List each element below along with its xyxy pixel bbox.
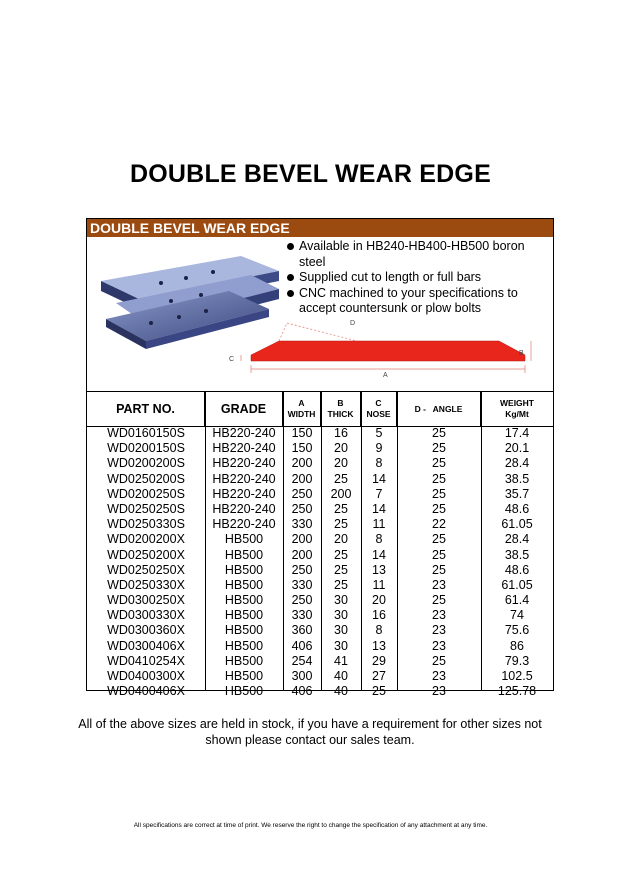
- header-width: A WIDTH: [283, 392, 321, 426]
- width-cell: 150: [291, 441, 313, 456]
- table-row: [87, 563, 553, 578]
- weight-cell: 61.4: [504, 593, 530, 608]
- table-row: [87, 472, 553, 487]
- nose-cell: 27: [372, 669, 386, 683]
- header-weight: WEIGHT Kg/Mt: [500, 398, 534, 419]
- width-cell: 360: [291, 623, 313, 638]
- nose-cell: 25: [372, 684, 386, 699]
- table-row: [87, 517, 553, 532]
- diagram-label-a: A: [383, 372, 388, 379]
- thick-cell: 25: [334, 471, 348, 486]
- part-no-cell: WD0200200X: [107, 532, 185, 547]
- table-row: [87, 639, 553, 654]
- grade-cell: HB500: [224, 669, 264, 683]
- weight-cell: 61.05: [501, 517, 533, 532]
- nose-cell: 11: [372, 577, 386, 592]
- section-banner: DOUBLE BEVEL WEAR EDGE: [87, 219, 553, 237]
- grade-cell: HB220-240: [212, 517, 276, 532]
- table-row: [87, 502, 553, 517]
- page-title: DOUBLE BEVEL WEAR EDGE: [130, 160, 491, 188]
- part-no-cell: WD0410254X: [107, 653, 185, 668]
- header-part-no: PART NO.: [87, 392, 205, 426]
- weight-cell: 74: [510, 608, 524, 623]
- width-cell: 330: [291, 577, 313, 592]
- table-row: [87, 623, 553, 638]
- diagram-label-d: D: [350, 320, 356, 327]
- nose-cell: 9: [375, 441, 383, 456]
- width-cell: 406: [291, 638, 313, 653]
- part-no-cell: WD0250250S: [107, 501, 185, 516]
- feature-item: Available in HB240-HB400-HB500 boron steel: [287, 239, 549, 270]
- nose-cell: 13: [372, 562, 386, 577]
- angle-cell: 23: [432, 577, 446, 592]
- thick-cell: 40: [334, 669, 348, 683]
- part-no-cell: WD0400300X: [107, 669, 185, 683]
- grade-cell: HB500: [224, 562, 264, 577]
- weight-cell: 35.7: [504, 486, 530, 501]
- weight-cell: 75.6: [504, 623, 530, 638]
- part-no-cell: WD0200250S: [107, 486, 185, 501]
- table-header: [87, 391, 553, 427]
- bullet-icon: [287, 274, 294, 281]
- grade-cell: HB500: [224, 684, 264, 699]
- table-row: [87, 593, 553, 608]
- width-cell: 200: [291, 471, 313, 486]
- thick-cell: 20: [334, 532, 348, 547]
- weight-cell: 79.3: [504, 653, 530, 668]
- width-cell: 330: [291, 517, 313, 532]
- part-no-cell: WD0300250X: [107, 593, 185, 608]
- thick-cell: 40: [334, 684, 348, 699]
- nose-cell: 14: [372, 501, 386, 516]
- thick-cell: 41: [334, 653, 348, 668]
- thick-cell: 30: [334, 608, 348, 623]
- angle-cell: 25: [432, 653, 446, 668]
- thick-cell: 20: [334, 456, 348, 471]
- nose-cell: 14: [372, 471, 386, 486]
- thick-cell: 30: [334, 593, 348, 608]
- feature-item: Supplied cut to length or full bars: [287, 270, 549, 286]
- part-no-cell: WD0250330S: [107, 517, 185, 532]
- grade-cell: HB220-240: [212, 456, 276, 471]
- angle-cell: 25: [432, 562, 446, 577]
- table-row: [87, 608, 553, 623]
- weight-cell: 17.4: [504, 426, 530, 440]
- weight-cell: 20.1: [504, 441, 530, 456]
- angle-cell: 25: [432, 501, 446, 516]
- angle-cell: 23: [432, 623, 446, 638]
- nose-cell: 20: [372, 593, 386, 608]
- product-panel: [86, 218, 554, 699]
- grade-cell: HB500: [224, 547, 264, 562]
- thick-cell: 16: [334, 426, 348, 440]
- feature-item: CNC machined to your specifications to accept countersunk or plow bolts: [287, 286, 549, 317]
- grade-cell: HB220-240: [212, 501, 276, 516]
- grade-cell: HB500: [224, 593, 264, 608]
- table-row: [87, 456, 553, 471]
- diagram-label-c: C: [229, 356, 235, 363]
- width-cell: 150: [291, 426, 313, 440]
- feature-list: [287, 239, 549, 317]
- table-row: [87, 654, 553, 669]
- angle-cell: 25: [432, 486, 446, 501]
- weight-cell: 102.5: [501, 669, 533, 683]
- width-cell: 406: [291, 684, 313, 699]
- grade-cell: HB500: [224, 653, 264, 668]
- width-cell: 250: [291, 501, 313, 516]
- header-grade: GRADE: [205, 392, 283, 426]
- part-no-cell: WD0200200S: [107, 456, 185, 471]
- nose-cell: 13: [372, 638, 386, 653]
- part-no-cell: WD0250250X: [107, 562, 185, 577]
- table-body: [87, 426, 553, 699]
- angle-cell: 25: [432, 532, 446, 547]
- nose-cell: 5: [375, 426, 383, 440]
- angle-cell: 23: [432, 638, 446, 653]
- diagram-label-b: B: [519, 350, 524, 357]
- angle-cell: 22: [432, 517, 446, 532]
- grade-cell: HB220-240: [212, 486, 276, 501]
- part-no-cell: WD0400406X: [107, 684, 185, 699]
- angle-cell: 25: [432, 426, 446, 440]
- nose-cell: 11: [372, 517, 386, 532]
- table-row: [87, 532, 553, 547]
- bullet-icon: [287, 290, 294, 297]
- table-row: [87, 684, 553, 699]
- weight-cell: 48.6: [504, 501, 530, 516]
- part-no-cell: WD0250200X: [107, 547, 185, 562]
- width-cell: 250: [291, 593, 313, 608]
- weight-cell: 61.05: [501, 577, 533, 592]
- nose-cell: 16: [372, 608, 386, 623]
- width-cell: 200: [291, 547, 313, 562]
- weight-cell: 28.4: [504, 532, 530, 547]
- thick-cell: 30: [334, 638, 348, 653]
- thick-cell: 25: [334, 517, 348, 532]
- header-nose: C NOSE: [361, 392, 397, 426]
- grade-cell: HB220-240: [212, 426, 276, 440]
- angle-cell: 23: [432, 669, 446, 683]
- grade-cell: HB500: [224, 623, 264, 638]
- width-cell: 250: [291, 486, 313, 501]
- nose-cell: 8: [375, 623, 383, 638]
- grade-cell: HB500: [224, 638, 264, 653]
- part-no-cell: WD0300330X: [107, 608, 185, 623]
- angle-cell: 25: [432, 471, 446, 486]
- table-row: [87, 548, 553, 563]
- bullet-icon: [287, 243, 294, 250]
- thick-cell: 25: [334, 547, 348, 562]
- weight-cell: 38.5: [504, 471, 530, 486]
- width-cell: 254: [291, 653, 313, 668]
- header-thick: B THICK: [321, 392, 361, 426]
- nose-cell: 8: [375, 532, 383, 547]
- table-row: [87, 578, 553, 593]
- width-cell: 200: [291, 456, 313, 471]
- table-row: [87, 487, 553, 502]
- nose-cell: 7: [375, 486, 383, 501]
- stock-note: All of the above sizes are held in stock, if you have a requirement for other sizes not shown please contact our sales team.: [78, 717, 542, 747]
- grade-cell: HB500: [224, 608, 264, 623]
- width-cell: 330: [291, 608, 313, 623]
- table-row: [87, 669, 553, 684]
- part-no-cell: WD0250330X: [107, 577, 185, 592]
- part-no-cell: WD0300360X: [107, 623, 185, 638]
- thick-cell: 30: [334, 623, 348, 638]
- weight-cell: 48.6: [504, 562, 530, 577]
- header-angle: D - ANGLE: [397, 392, 481, 426]
- weight-cell: 28.4: [504, 456, 530, 471]
- nose-cell: 8: [375, 456, 383, 471]
- grade-cell: HB220-240: [212, 441, 276, 456]
- angle-cell: 25: [432, 441, 446, 456]
- thick-cell: 20: [334, 441, 348, 456]
- thick-cell: 25: [334, 577, 348, 592]
- angle-cell: 25: [432, 456, 446, 471]
- table-row: [87, 441, 553, 456]
- thick-cell: 200: [330, 486, 352, 501]
- part-no-cell: WD0250200S: [107, 471, 185, 486]
- weight-cell: 86: [510, 638, 524, 653]
- weight-cell: 125.78: [497, 684, 537, 699]
- table-row: [87, 426, 553, 441]
- angle-cell: 25: [432, 593, 446, 608]
- nose-cell: 29: [372, 653, 386, 668]
- part-no-cell: WD0200150S: [107, 441, 185, 456]
- grade-cell: HB500: [224, 577, 264, 592]
- grade-cell: HB500: [224, 532, 264, 547]
- nose-cell: 14: [372, 547, 386, 562]
- profile-diagram: [227, 311, 553, 389]
- angle-cell: 25: [432, 547, 446, 562]
- angle-cell: 23: [432, 684, 446, 699]
- width-cell: 250: [291, 562, 313, 577]
- part-no-cell: WD0300406X: [107, 638, 185, 653]
- thick-cell: 25: [334, 501, 348, 516]
- weight-cell: 38.5: [504, 547, 530, 562]
- thick-cell: 25: [334, 562, 348, 577]
- width-cell: 300: [291, 669, 313, 683]
- grade-cell: HB220-240: [212, 471, 276, 486]
- width-cell: 200: [291, 532, 313, 547]
- footer-disclaimer: All specifications are correct at time of print. We reserve the right to change the specification of any attachment at any time.: [133, 822, 488, 829]
- angle-cell: 23: [432, 608, 446, 623]
- part-no-cell: WD0160150S: [107, 426, 185, 440]
